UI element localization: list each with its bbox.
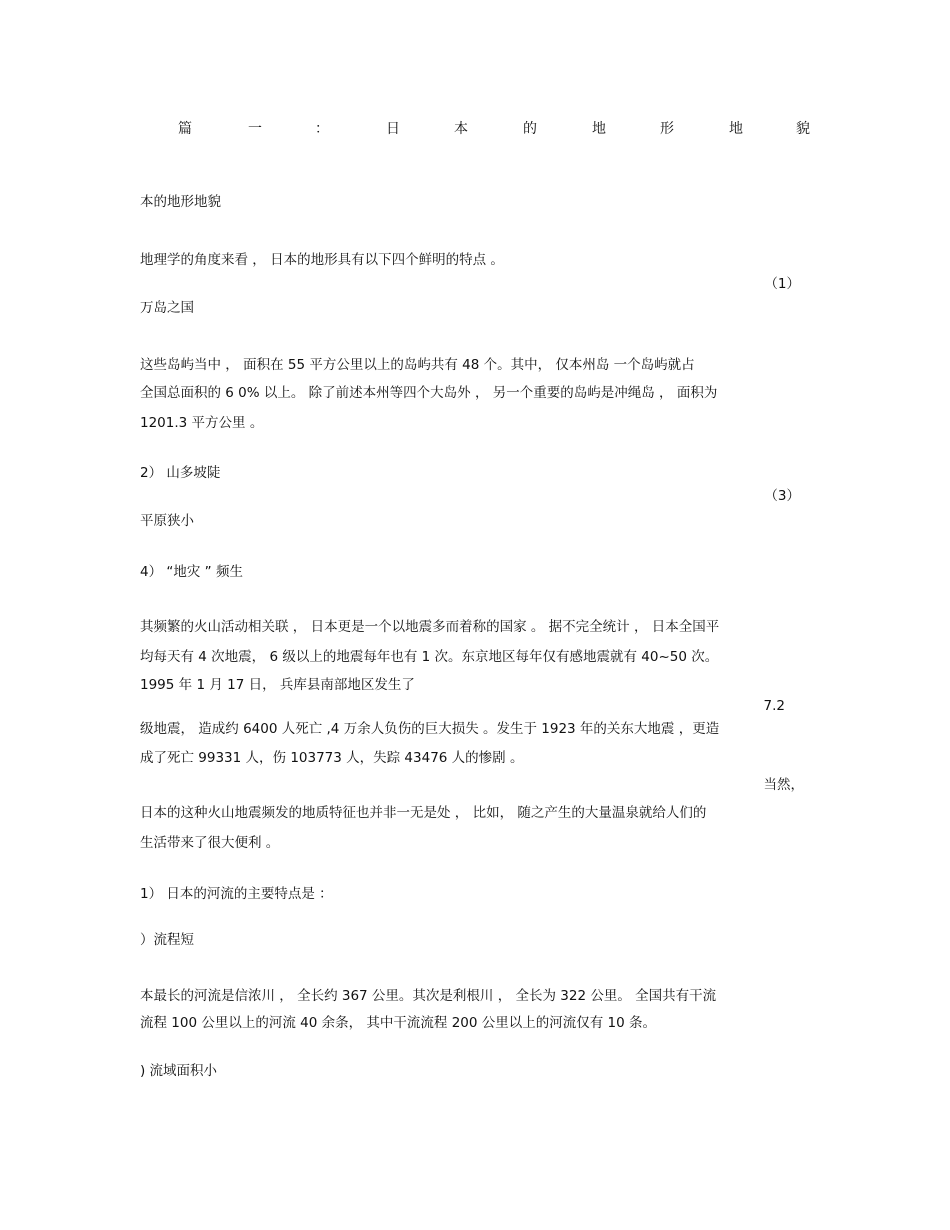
list-heading: 平原狭小 (140, 513, 194, 529)
list-heading: ）流程短 (140, 932, 194, 948)
list-heading: 万岛之国 (140, 300, 194, 316)
list-heading: 4） “地灾 ” 频生 (140, 564, 243, 580)
title-char: 日 (386, 121, 400, 137)
list-heading: ) 流域面积小 (140, 1063, 218, 1079)
paragraph-line: 7.2 (763, 698, 785, 714)
title-char: 貌 (796, 121, 810, 137)
title-char: 篇 (178, 121, 192, 137)
paragraph-line: 日本的这种火山地震频发的地质特征也并非一无是处 ， 比如， 随之产生的大量温泉就给人们的 (140, 805, 707, 821)
paragraph-line: 均每天有 4 次地震， 6 级以上的地震每年也有 1 次。东京地区每年仅有感地震就有 40~50 次。 (140, 649, 719, 665)
title-char: 本 (454, 121, 468, 137)
paragraph-line: 级地震， 造成约 6400 人死亡 ,4 万余人负伤的巨大损失 。发生于 1923 年的关东大地震 ，更造 (140, 721, 720, 737)
paragraph-line: 1201.3 平方公里 。 (140, 415, 264, 431)
title-char: 的 (523, 121, 537, 137)
paragraph-line: 其频繁的火山活动相关联 ， 日本更是一个以地震多而着称的国家 。 据不完全统计 ， 日本全国平 (140, 619, 720, 635)
list-number: （1） (764, 276, 800, 292)
paragraph-line: 1995 年 1 月 17 日， 兵库县南部地区发生了 (140, 677, 415, 693)
title-char: 地 (592, 121, 606, 137)
title-char: 形 (660, 121, 674, 137)
list-heading: 1） 日本的河流的主要特点是 ： (140, 886, 333, 902)
list-heading: 2） 山多坡陡 (140, 465, 221, 481)
paragraph-line: 地理学的角度来看 ， 日本的地形具有以下四个鲜明的特点 。 (140, 252, 504, 268)
title-char: 一 (248, 121, 262, 137)
list-number: （3） (764, 488, 800, 504)
section-heading: 本的地形地貌 (140, 194, 221, 210)
title-char: 地 (729, 121, 743, 137)
paragraph-line: 生活带来了很大便利 。 (140, 835, 280, 851)
paragraph-line: 这些岛屿当中 ， 面积在 55 平方公里以上的岛屿共有 48 个。其中， 仅本州岛 一个岛屿就占 (140, 357, 695, 373)
paragraph-line: 当然， (763, 777, 804, 793)
paragraph-line: 全国总面积的 6 0% 以上。 除了前述本州等四个大岛外 ， 另一个重要的岛屿是冲绳岛 ， 面积为 (140, 385, 718, 401)
title-row (140, 118, 810, 140)
title-char: ： (315, 121, 329, 137)
paragraph-line: 成了死亡 99331 人，伤 103773 人，失踪 43476 人的惨剧 。 (140, 750, 524, 766)
paragraph-line: 本最长的河流是信浓川 ， 全长约 367 公里。其次是利根川 ， 全长为 322 公里。 全国共有干流 (140, 988, 717, 1004)
paragraph-line: 流程 100 公里以上的河流 40 余条， 其中干流流程 200 公里以上的河流仅有 10 条。 (140, 1015, 657, 1031)
